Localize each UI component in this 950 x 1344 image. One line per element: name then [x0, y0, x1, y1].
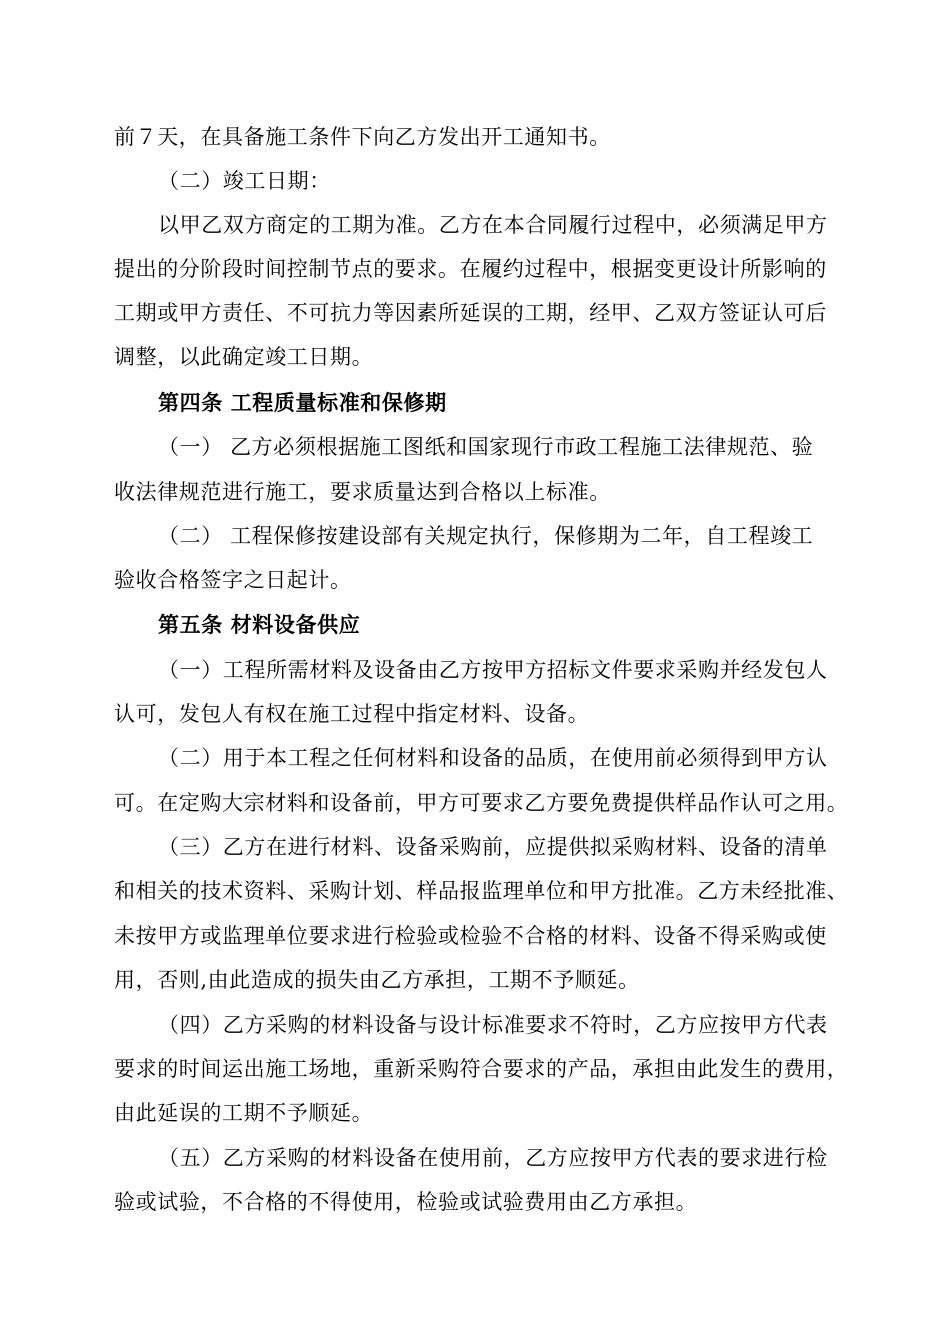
subheading-line: （二）竣工日期：: [158, 169, 331, 193]
paragraph-line: 调整，以此确定竣工日期。: [114, 345, 374, 369]
paragraph-line: 用，否则,由此造成的损失由乙方承担，工期不予顺延。: [114, 968, 640, 992]
paragraph-line: 前７天，在具备施工条件下向乙方发出开工通知书。: [114, 125, 611, 149]
paragraph-line: （一）工程所需材料及设备由乙方按甲方招标文件要求采购并经发包人: [158, 658, 828, 682]
paragraph-line: （四）乙方采购的材料设备与设计标准要求不符时，乙方应按甲方代表: [158, 1013, 828, 1037]
paragraph-line: 和相关的技术资料、采购计划、样品报监理单位和甲方批准。乙方未经批准、: [114, 879, 849, 903]
paragraph-line: 验收合格签字之日起计。: [114, 568, 352, 592]
paragraph-line: （二） 工程保修按建设部有关规定执行，保修期为二年，自工程竣工: [158, 524, 814, 548]
paragraph-line: 验或试验，不合格的不得使用，检验或试验费用由乙方承担。: [114, 1190, 698, 1214]
paragraph-line: 要求的时间运出施工场地，重新采购符合要求的产品，承担由此发生的费用，: [114, 1057, 849, 1081]
paragraph-line: （二）用于本工程之任何材料和设备的品质，在使用前必须得到甲方认: [158, 746, 828, 770]
paragraph-line: 由此延误的工期不予顺延。: [114, 1101, 374, 1125]
article-heading: 第五条 材料设备供应: [158, 612, 361, 637]
paragraph-line: 工期或甲方责任、不可抗力等因素所延误的工期，经甲、乙双方签证认可后: [114, 301, 827, 325]
paragraph-line: 未按甲方或监理单位要求进行检验或检验不合格的材料、设备不得采购或使: [114, 924, 827, 948]
paragraph-line: 认可，发包人有权在施工过程中指定材料、设备。: [114, 702, 590, 726]
paragraph-line: 以甲乙双方商定的工期为准。乙方在本合同履行过程中，必须满足甲方: [158, 213, 828, 237]
paragraph-line: 收法律规范进行施工，要求质量达到合格以上标准。: [114, 480, 611, 504]
paragraph-line: （一） 乙方必须根据施工图纸和国家现行市政工程施工法律规范、验: [158, 435, 814, 459]
paragraph-line: （三）乙方在进行材料、设备采购前，应提供拟采购材料、设备的清单: [158, 835, 828, 859]
article-heading: 第四条 工程质量标准和保修期: [158, 390, 447, 415]
paragraph-line: 提出的分阶段时间控制节点的要求。在履约过程中，根据变更设计所影响的: [114, 257, 827, 281]
paragraph-line: （五）乙方采购的材料设备在使用前，乙方应按甲方代表的要求进行检: [158, 1146, 828, 1170]
paragraph-line: 可。在定购大宗材料和设备前，甲方可要求乙方要免费提供样品作认可之用。: [114, 791, 849, 815]
